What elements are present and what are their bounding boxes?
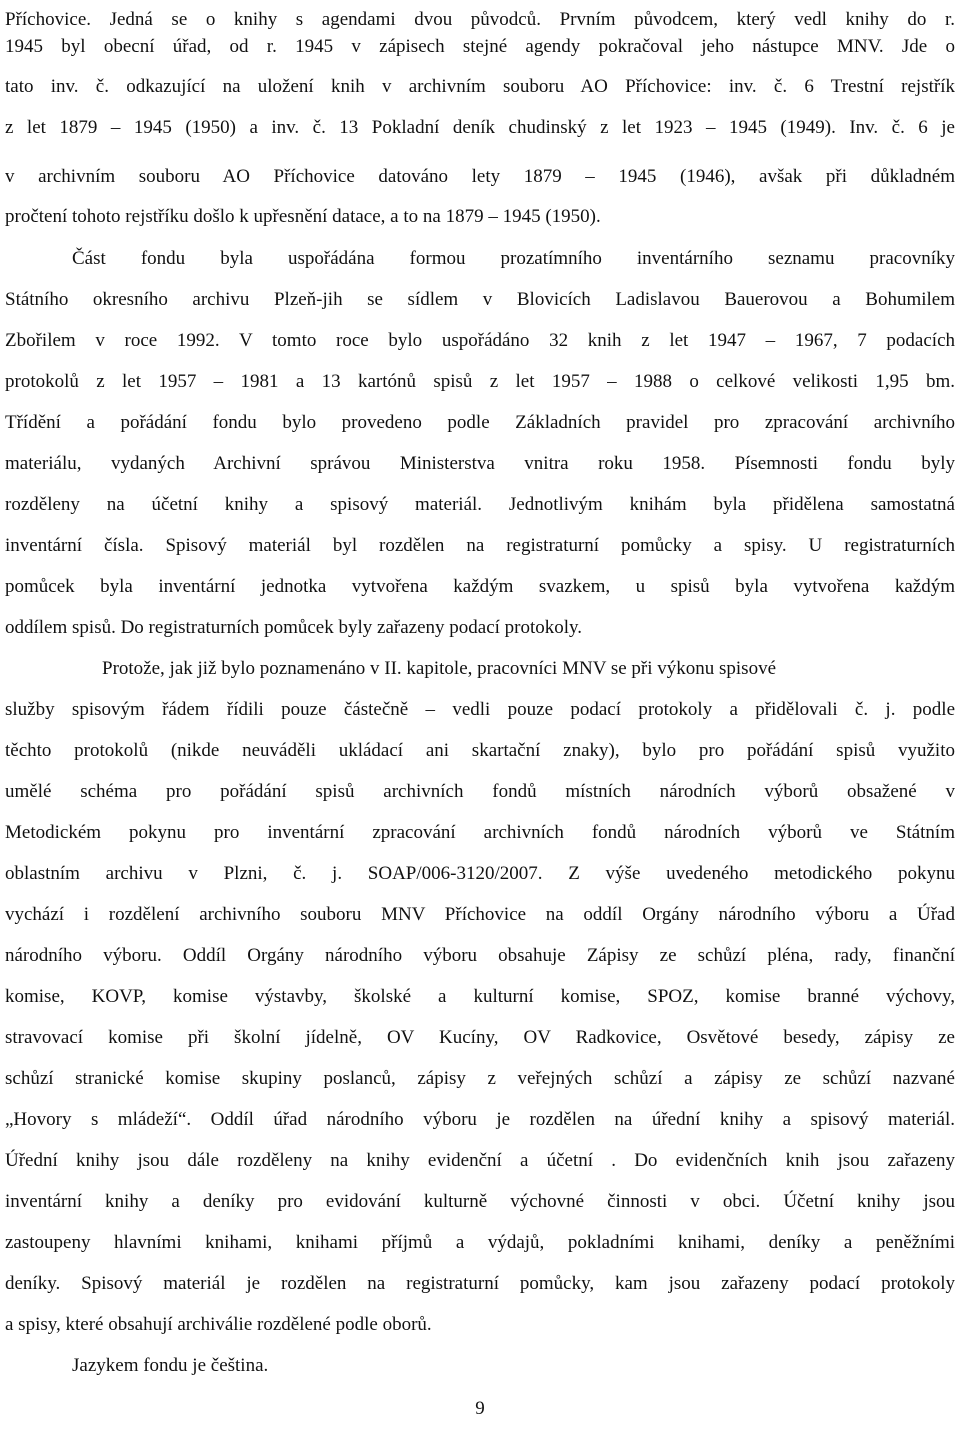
- text-line: „Hovory s mládeží“. Oddíl úřad národního výboru je rozdělen na úřední knihy a spisový materiál.: [5, 1109, 955, 1130]
- text-line: stravovací komise při školní jídelně, OV Kucíny, OV Radkovice, Osvětové besedy, zápisy ze: [5, 1027, 955, 1048]
- text-line-indented: Protože, jak již bylo poznamenáno v II. kapitole, pracovníci MNV se při výkonu spisové: [102, 658, 776, 679]
- text-line: Třídění a pořádání fondu bylo provedeno podle Základních pravidel pro zpracování archivního: [5, 412, 955, 433]
- text-line: schůzí stranické komise skupiny poslanců, zápisy z veřejných schůzí a zápisy ze schůzí nazvané: [5, 1068, 955, 1089]
- text-line: pročtení tohoto rejstříku došlo k upřesnění datace, a to na 1879 – 1945 (1950).: [5, 206, 601, 227]
- text-line: 1945 byl obecní úřad, od r. 1945 v zápisech stejné agendy pokračoval jeho nástupce MNV. Jde o: [5, 36, 955, 57]
- page-number: 9: [475, 1398, 485, 1419]
- text-line: rozděleny na účetní knihy a spisový materiál. Jednotlivým knihám byla přidělena samostatná: [5, 494, 955, 515]
- text-line: inventární knihy a deníky pro evidování kulturně výchovné činnosti v obci. Účetní knihy jsou: [5, 1191, 955, 1212]
- text-line: Zbořilem v roce 1992. V tomto roce bylo uspořádáno 32 knih z let 1947 – 1967, 7 podacích: [5, 330, 955, 351]
- text-line: Metodickém pokynu pro inventární zpracování archivních fondů národních výborů ve Státním: [5, 822, 955, 843]
- text-line: komise, KOVP, komise výstavby, školské a kulturní komise, SPOZ, komise branné výchovy,: [5, 986, 955, 1007]
- text-line: zastoupeny hlavními knihami, knihami příjmů a výdajů, pokladními knihami, deníky a peněžními: [5, 1232, 955, 1253]
- text-line: Úřední knihy jsou dále rozděleny na knihy evidenční a účetní . Do evidenčních knih jsou zařazeny: [5, 1150, 955, 1171]
- text-line: Státního okresního archivu Plzeň-jih se sídlem v Blovicích Ladislavou Bauerovou a Bohumilem: [5, 289, 955, 310]
- text-line: materiálu, vydaných Archivní správou Ministerstva vnitra roku 1958. Písemnosti fondu byly: [5, 453, 955, 474]
- text-line: deníky. Spisový materiál je rozdělen na registraturní pomůcky, kam jsou zařazeny podací protokoly: [5, 1273, 955, 1294]
- text-line: v archivním souboru AO Příchovice datováno lety 1879 – 1945 (1946), avšak při důkladném: [5, 166, 955, 187]
- text-line: a spisy, které obsahují archiválie rozdělené podle oborů.: [5, 1314, 432, 1335]
- text-line: pomůcek byla inventární jednotka vytvořena každým svazkem, u spisů byla vytvořena každým: [5, 576, 955, 597]
- text-line: služby spisovým řádem řídili pouze částečně – vedli pouze podací protokoly a přidělovali č. j. podle: [5, 699, 955, 720]
- text-line: umělé schéma pro pořádání spisů archivních fondů místních národních výborů obsažené v: [5, 781, 955, 802]
- text-line: vychází i rozdělení archivního souboru MNV Příchovice na oddíl Orgány národního výboru a Úřad: [5, 904, 955, 925]
- text-line: z let 1879 – 1945 (1950) a inv. č. 13 Pokladní deník chudinský z let 1923 – 1945 (1949). Inv. č. 6 je: [5, 117, 955, 138]
- text-line: inventární čísla. Spisový materiál byl rozdělen na registraturní pomůcky a spisy. U registraturních: [5, 535, 955, 556]
- text-line-indented: Část fondu byla uspořádána formou prozatímního inventárního seznamu pracovníky: [72, 248, 955, 269]
- text-line: národního výboru. Oddíl Orgány národního výboru obsahuje Zápisy ze schůzí pléna, rady, finanční: [5, 945, 955, 966]
- text-line: protokolů z let 1957 – 1981 a 13 kartónů spisů z let 1957 – 1988 o celkové velikosti 1,95 bm.: [5, 371, 955, 392]
- text-line: tato inv. č. odkazující na uložení knih v archivním souboru AO Příchovice: inv. č. 6 Trestní rejstřík: [5, 76, 955, 97]
- text-line: oddílem spisů. Do registraturních pomůcek byly zařazeny podací protokoly.: [5, 617, 583, 638]
- text-line: Příchovice. Jedná se o knihy s agendami dvou původců. Prvním původcem, který vedl knihy do r.: [5, 9, 955, 30]
- text-line: těchto protokolů (nikde neuváděli ukládací ani skartační znaky), bylo pro pořádání spisů využito: [5, 740, 955, 761]
- text-line-indented: Jazykem fondu je čeština.: [72, 1355, 269, 1376]
- text-line: oblastním archivu v Plzni, č. j. SOAP/006-3120/2007. Z výše uvedeného metodického pokynu: [5, 863, 955, 884]
